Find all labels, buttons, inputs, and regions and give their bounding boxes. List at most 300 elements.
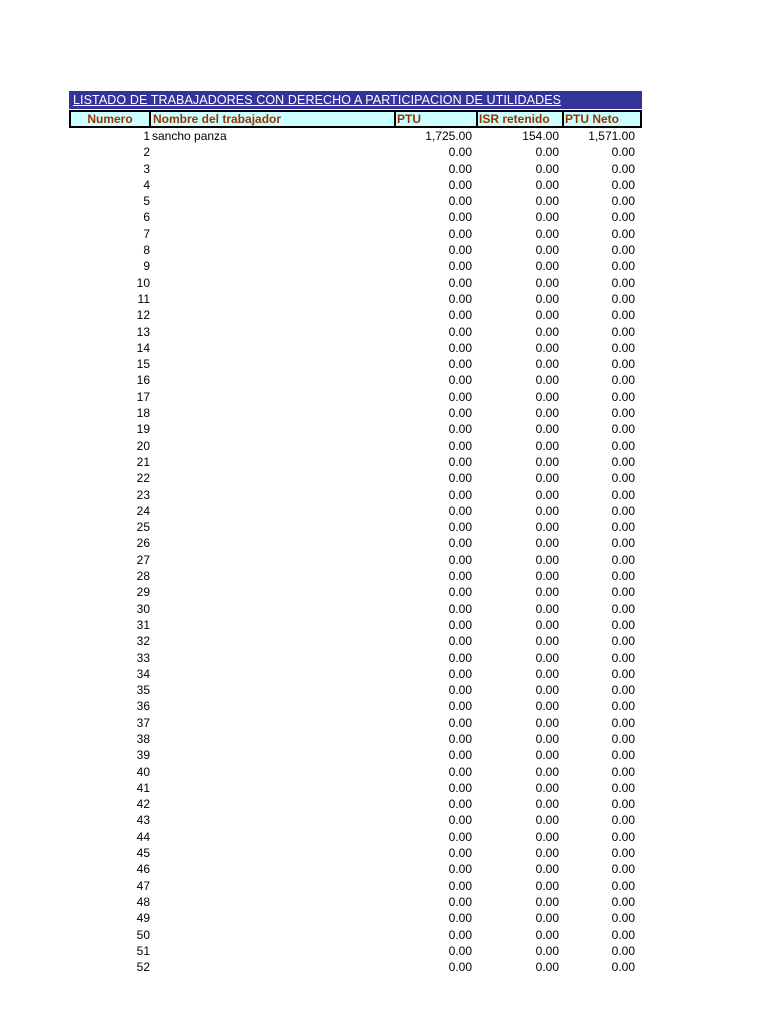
cell-numero: 10	[136, 275, 150, 290]
cell-ptu: 0.00	[448, 960, 472, 975]
cell-ptu: 0.00	[448, 780, 472, 795]
cell-ptu-neto: 0.00	[611, 177, 635, 192]
cell-numero: 41	[136, 780, 150, 795]
cell-isr-retenido: 0.00	[535, 357, 559, 372]
cell-isr-retenido: 0.00	[535, 617, 559, 632]
header-isr-retenido: ISR retenido	[478, 110, 564, 128]
cell-isr-retenido: 0.00	[535, 797, 559, 812]
cell-numero: 34	[136, 666, 150, 681]
cell-numero: 13	[136, 324, 150, 339]
cell-nombre	[150, 731, 398, 747]
cell-isr-retenido: 0.00	[535, 601, 559, 616]
table-row	[69, 405, 642, 421]
cell-numero: 28	[136, 569, 150, 584]
cell-nombre	[150, 503, 398, 519]
table-row	[69, 324, 642, 340]
cell-ptu: 0.00	[448, 797, 472, 812]
table-row	[69, 307, 642, 323]
cell-ptu-neto: 1,571.00	[588, 129, 635, 143]
cell-ptu-neto: 0.00	[611, 291, 635, 306]
cell-nombre	[150, 405, 398, 421]
cell-isr-retenido: 0.00	[535, 748, 559, 763]
cell-ptu: 0.00	[448, 748, 472, 763]
cell-nombre	[150, 764, 398, 780]
cell-ptu-neto: 0.00	[611, 454, 635, 469]
cell-numero: 33	[136, 650, 150, 665]
cell-ptu: 0.00	[448, 683, 472, 698]
cell-ptu: 0.00	[448, 569, 472, 584]
cell-ptu: 0.00	[448, 373, 472, 388]
cell-ptu: 0.00	[448, 520, 472, 535]
cell-numero: 24	[136, 503, 150, 518]
cell-isr-retenido: 0.00	[535, 552, 559, 567]
cell-ptu-neto: 0.00	[611, 194, 635, 209]
ptu-sheet	[69, 91, 642, 975]
cell-isr-retenido: 0.00	[535, 943, 559, 958]
cell-ptu: 0.00	[448, 243, 472, 258]
table-row	[69, 356, 642, 372]
cell-ptu-neto: 0.00	[611, 878, 635, 893]
cell-ptu: 0.00	[448, 601, 472, 616]
cell-nombre	[150, 258, 398, 274]
cell-nombre	[150, 894, 398, 910]
cell-numero: 36	[136, 699, 150, 714]
table-row	[69, 340, 642, 356]
cell-nombre	[150, 161, 398, 177]
cell-ptu: 0.00	[448, 617, 472, 632]
table-row	[69, 878, 642, 894]
cell-ptu: 0.00	[448, 666, 472, 681]
table-row	[69, 764, 642, 780]
cell-ptu-neto: 0.00	[611, 731, 635, 746]
cell-nombre	[150, 209, 398, 225]
table-row	[69, 487, 642, 503]
table-row	[69, 715, 642, 731]
cell-nombre	[150, 372, 398, 388]
header-ptu: PTU	[396, 110, 478, 128]
cell-ptu-neto: 0.00	[611, 960, 635, 975]
cell-ptu-neto: 0.00	[611, 846, 635, 861]
table-row	[69, 812, 642, 828]
cell-ptu-neto: 0.00	[611, 520, 635, 535]
cell-numero: 21	[136, 454, 150, 469]
cell-ptu-neto: 0.00	[611, 780, 635, 795]
cell-isr-retenido: 0.00	[535, 666, 559, 681]
table-row	[69, 389, 642, 405]
cell-ptu-neto: 0.00	[611, 569, 635, 584]
cell-ptu-neto: 0.00	[611, 503, 635, 518]
cell-nombre	[150, 470, 398, 486]
cell-ptu: 0.00	[448, 943, 472, 958]
cell-numero: 40	[136, 764, 150, 779]
table-row	[69, 275, 642, 291]
cell-ptu: 0.00	[448, 813, 472, 828]
cell-ptu-neto: 0.00	[611, 813, 635, 828]
cell-numero: 26	[136, 536, 150, 551]
cell-isr-retenido: 0.00	[535, 780, 559, 795]
cell-numero: 38	[136, 731, 150, 746]
table-row	[69, 747, 642, 763]
cell-numero: 4	[143, 177, 150, 192]
cell-numero: 35	[136, 683, 150, 698]
header-numero: Numero	[69, 110, 151, 128]
cell-ptu-neto: 0.00	[611, 943, 635, 958]
cell-ptu-neto: 0.00	[611, 683, 635, 698]
cell-ptu-neto: 0.00	[611, 487, 635, 502]
cell-isr-retenido: 0.00	[535, 438, 559, 453]
table-row	[69, 128, 642, 144]
cell-ptu: 0.00	[448, 764, 472, 779]
cell-ptu: 0.00	[448, 650, 472, 665]
cell-nombre	[150, 487, 398, 503]
cell-ptu: 0.00	[448, 829, 472, 844]
cell-nombre	[150, 617, 398, 633]
cell-numero: 1	[143, 129, 150, 143]
cell-numero: 12	[136, 308, 150, 323]
cell-isr-retenido: 0.00	[535, 813, 559, 828]
cell-ptu-neto: 0.00	[611, 829, 635, 844]
cell-nombre	[150, 226, 398, 242]
cell-nombre	[150, 601, 398, 617]
cell-nombre	[150, 177, 398, 193]
cell-ptu: 0.00	[448, 536, 472, 551]
cell-isr-retenido: 0.00	[535, 683, 559, 698]
cell-isr-retenido: 0.00	[535, 520, 559, 535]
table-row	[69, 209, 642, 225]
cell-ptu: 0.00	[448, 585, 472, 600]
cell-ptu: 0.00	[448, 422, 472, 437]
cell-ptu: 0.00	[448, 731, 472, 746]
cell-isr-retenido: 0.00	[535, 715, 559, 730]
cell-ptu-neto: 0.00	[611, 406, 635, 421]
cell-numero: 50	[136, 927, 150, 942]
cell-isr-retenido: 0.00	[535, 846, 559, 861]
cell-numero: 18	[136, 406, 150, 421]
cell-numero: 46	[136, 862, 150, 877]
cell-isr-retenido: 0.00	[535, 422, 559, 437]
table-row	[69, 650, 642, 666]
cell-nombre	[150, 291, 398, 307]
cell-nombre	[150, 307, 398, 323]
cell-isr-retenido: 0.00	[535, 308, 559, 323]
cell-isr-retenido: 0.00	[535, 731, 559, 746]
cell-ptu-neto: 0.00	[611, 259, 635, 274]
table-row	[69, 943, 642, 959]
cell-nombre	[150, 454, 398, 470]
cell-nombre	[150, 780, 398, 796]
cell-nombre	[150, 193, 398, 209]
cell-numero: 25	[136, 520, 150, 535]
cell-ptu: 0.00	[448, 503, 472, 518]
cell-ptu-neto: 0.00	[611, 699, 635, 714]
cell-numero: 43	[136, 813, 150, 828]
cell-nombre	[150, 910, 398, 926]
cell-numero: 31	[136, 617, 150, 632]
cell-nombre	[150, 568, 398, 584]
cell-numero: 9	[143, 259, 150, 274]
table-row	[69, 552, 642, 568]
cell-isr-retenido: 0.00	[535, 275, 559, 290]
cell-isr-retenido: 0.00	[535, 389, 559, 404]
cell-ptu-neto: 0.00	[611, 715, 635, 730]
cell-isr-retenido: 154.00	[522, 129, 559, 143]
table-row	[69, 438, 642, 454]
cell-ptu-neto: 0.00	[611, 308, 635, 323]
cell-numero: 19	[136, 422, 150, 437]
cell-isr-retenido: 0.00	[535, 764, 559, 779]
cell-isr-retenido: 0.00	[535, 161, 559, 176]
cell-ptu-neto: 0.00	[611, 650, 635, 665]
cell-numero: 42	[136, 797, 150, 812]
cell-ptu: 0.00	[448, 226, 472, 241]
table-body	[69, 128, 642, 975]
cell-isr-retenido: 0.00	[535, 145, 559, 160]
table-row	[69, 519, 642, 535]
cell-ptu: 0.00	[448, 194, 472, 209]
cell-numero: 14	[136, 340, 150, 355]
cell-ptu-neto: 0.00	[611, 357, 635, 372]
cell-ptu: 1,725.00	[425, 129, 472, 143]
table-row	[69, 910, 642, 926]
cell-ptu-neto: 0.00	[611, 340, 635, 355]
cell-ptu-neto: 0.00	[611, 389, 635, 404]
table-row	[69, 959, 642, 975]
cell-nombre	[150, 796, 398, 812]
cell-isr-retenido: 0.00	[535, 960, 559, 975]
cell-nombre	[150, 633, 398, 649]
cell-isr-retenido: 0.00	[535, 471, 559, 486]
cell-nombre	[150, 959, 398, 975]
cell-numero: 15	[136, 357, 150, 372]
cell-isr-retenido: 0.00	[535, 210, 559, 225]
cell-nombre	[150, 389, 398, 405]
cell-nombre	[150, 829, 398, 845]
cell-ptu: 0.00	[448, 878, 472, 893]
cell-nombre	[150, 275, 398, 291]
cell-numero: 51	[136, 943, 150, 958]
cell-isr-retenido: 0.00	[535, 406, 559, 421]
table-row	[69, 861, 642, 877]
cell-isr-retenido: 0.00	[535, 829, 559, 844]
cell-ptu-neto: 0.00	[611, 210, 635, 225]
cell-nombre	[150, 715, 398, 731]
cell-numero: 17	[136, 389, 150, 404]
cell-isr-retenido: 0.00	[535, 699, 559, 714]
cell-nombre	[150, 878, 398, 894]
cell-ptu-neto: 0.00	[611, 666, 635, 681]
cell-isr-retenido: 0.00	[535, 487, 559, 502]
cell-isr-retenido: 0.00	[535, 226, 559, 241]
cell-ptu-neto: 0.00	[611, 894, 635, 909]
cell-nombre	[150, 812, 398, 828]
cell-nombre	[150, 519, 398, 535]
cell-numero: 6	[143, 210, 150, 225]
cell-nombre	[150, 356, 398, 372]
table-row	[69, 177, 642, 193]
cell-isr-retenido: 0.00	[535, 194, 559, 209]
cell-ptu-neto: 0.00	[611, 471, 635, 486]
table-row	[69, 894, 642, 910]
cell-ptu: 0.00	[448, 894, 472, 909]
table-row	[69, 698, 642, 714]
cell-nombre	[150, 535, 398, 551]
table-row	[69, 666, 642, 682]
cell-numero: 23	[136, 487, 150, 502]
cell-isr-retenido: 0.00	[535, 373, 559, 388]
cell-nombre	[150, 438, 398, 454]
cell-nombre	[150, 584, 398, 600]
cell-numero: 52	[136, 960, 150, 975]
cell-ptu: 0.00	[448, 634, 472, 649]
cell-ptu-neto: 0.00	[611, 438, 635, 453]
table-row	[69, 927, 642, 943]
cell-isr-retenido: 0.00	[535, 862, 559, 877]
table-row	[69, 780, 642, 796]
cell-ptu-neto: 0.00	[611, 748, 635, 763]
cell-numero: 22	[136, 471, 150, 486]
cell-numero: 27	[136, 552, 150, 567]
cell-numero: 29	[136, 585, 150, 600]
table-row	[69, 829, 642, 845]
cell-ptu: 0.00	[448, 340, 472, 355]
table-row	[69, 682, 642, 698]
table-row	[69, 503, 642, 519]
cell-ptu: 0.00	[448, 324, 472, 339]
table-row	[69, 144, 642, 160]
table-row	[69, 242, 642, 258]
cell-ptu: 0.00	[448, 438, 472, 453]
cell-nombre	[150, 324, 398, 340]
cell-ptu-neto: 0.00	[611, 927, 635, 942]
cell-numero: 45	[136, 846, 150, 861]
cell-isr-retenido: 0.00	[535, 569, 559, 584]
cell-ptu-neto: 0.00	[611, 422, 635, 437]
sheet-title: LISTADO DE TRABAJADORES CON DERECHO A PARTICIPACION DE UTILIDADES	[69, 91, 642, 109]
cell-isr-retenido: 0.00	[535, 585, 559, 600]
cell-nombre	[150, 666, 398, 682]
cell-numero: 2	[143, 145, 150, 160]
cell-numero: 11	[137, 291, 150, 306]
cell-numero: 8	[143, 243, 150, 258]
table-row	[69, 617, 642, 633]
cell-nombre	[150, 943, 398, 959]
cell-ptu-neto: 0.00	[611, 243, 635, 258]
table-row	[69, 193, 642, 209]
cell-ptu: 0.00	[448, 846, 472, 861]
cell-nombre	[150, 650, 398, 666]
cell-ptu: 0.00	[448, 308, 472, 323]
cell-ptu: 0.00	[448, 259, 472, 274]
cell-ptu-neto: 0.00	[611, 585, 635, 600]
cell-nombre	[150, 682, 398, 698]
cell-numero: 39	[136, 748, 150, 763]
cell-ptu-neto: 0.00	[611, 373, 635, 388]
cell-ptu-neto: 0.00	[611, 161, 635, 176]
cell-isr-retenido: 0.00	[535, 878, 559, 893]
cell-numero: 48	[136, 894, 150, 909]
cell-ptu: 0.00	[448, 275, 472, 290]
cell-nombre	[150, 242, 398, 258]
cell-ptu-neto: 0.00	[611, 226, 635, 241]
cell-ptu-neto: 0.00	[611, 862, 635, 877]
cell-isr-retenido: 0.00	[535, 536, 559, 551]
cell-ptu: 0.00	[448, 487, 472, 502]
cell-nombre	[150, 698, 398, 714]
cell-ptu: 0.00	[448, 291, 472, 306]
cell-ptu-neto: 0.00	[611, 324, 635, 339]
cell-ptu: 0.00	[448, 210, 472, 225]
cell-isr-retenido: 0.00	[535, 324, 559, 339]
table-row	[69, 421, 642, 437]
cell-isr-retenido: 0.00	[535, 503, 559, 518]
cell-nombre	[150, 845, 398, 861]
cell-numero: 44	[136, 829, 150, 844]
cell-ptu-neto: 0.00	[611, 275, 635, 290]
cell-numero: 37	[136, 715, 150, 730]
cell-isr-retenido: 0.00	[535, 894, 559, 909]
cell-ptu-neto: 0.00	[611, 797, 635, 812]
cell-numero: 5	[143, 194, 150, 209]
cell-ptu-neto: 0.00	[611, 536, 635, 551]
cell-isr-retenido: 0.00	[535, 243, 559, 258]
cell-ptu-neto: 0.00	[611, 601, 635, 616]
cell-nombre: sancho panza	[152, 129, 227, 143]
cell-isr-retenido: 0.00	[535, 650, 559, 665]
cell-ptu-neto: 0.00	[611, 617, 635, 632]
cell-isr-retenido: 0.00	[535, 454, 559, 469]
table-row	[69, 568, 642, 584]
cell-ptu: 0.00	[448, 177, 472, 192]
cell-nombre	[150, 747, 398, 763]
cell-numero: 7	[143, 226, 150, 241]
cell-numero: 3	[143, 161, 150, 176]
cell-ptu: 0.00	[448, 389, 472, 404]
table-row	[69, 584, 642, 600]
cell-ptu-neto: 0.00	[611, 145, 635, 160]
header-nombre: Nombre del trabajador	[151, 110, 396, 128]
table-row	[69, 372, 642, 388]
cell-isr-retenido: 0.00	[535, 259, 559, 274]
cell-isr-retenido: 0.00	[535, 927, 559, 942]
cell-ptu-neto: 0.00	[611, 911, 635, 926]
cell-nombre	[150, 340, 398, 356]
table-row	[69, 633, 642, 649]
cell-ptu: 0.00	[448, 927, 472, 942]
table-header-row	[69, 110, 642, 128]
table-row	[69, 796, 642, 812]
cell-ptu: 0.00	[448, 552, 472, 567]
table-row	[69, 291, 642, 307]
table-row	[69, 161, 642, 177]
cell-numero: 20	[136, 438, 150, 453]
cell-ptu-neto: 0.00	[611, 764, 635, 779]
cell-ptu: 0.00	[448, 715, 472, 730]
table-row	[69, 601, 642, 617]
cell-isr-retenido: 0.00	[535, 177, 559, 192]
cell-ptu: 0.00	[448, 406, 472, 421]
cell-isr-retenido: 0.00	[535, 340, 559, 355]
table-row	[69, 226, 642, 242]
cell-ptu: 0.00	[448, 161, 472, 176]
cell-numero: 49	[136, 911, 150, 926]
table-row	[69, 731, 642, 747]
cell-nombre	[150, 421, 398, 437]
cell-ptu: 0.00	[448, 454, 472, 469]
table-row	[69, 535, 642, 551]
table-row	[69, 845, 642, 861]
cell-ptu-neto: 0.00	[611, 552, 635, 567]
cell-nombre	[150, 861, 398, 877]
